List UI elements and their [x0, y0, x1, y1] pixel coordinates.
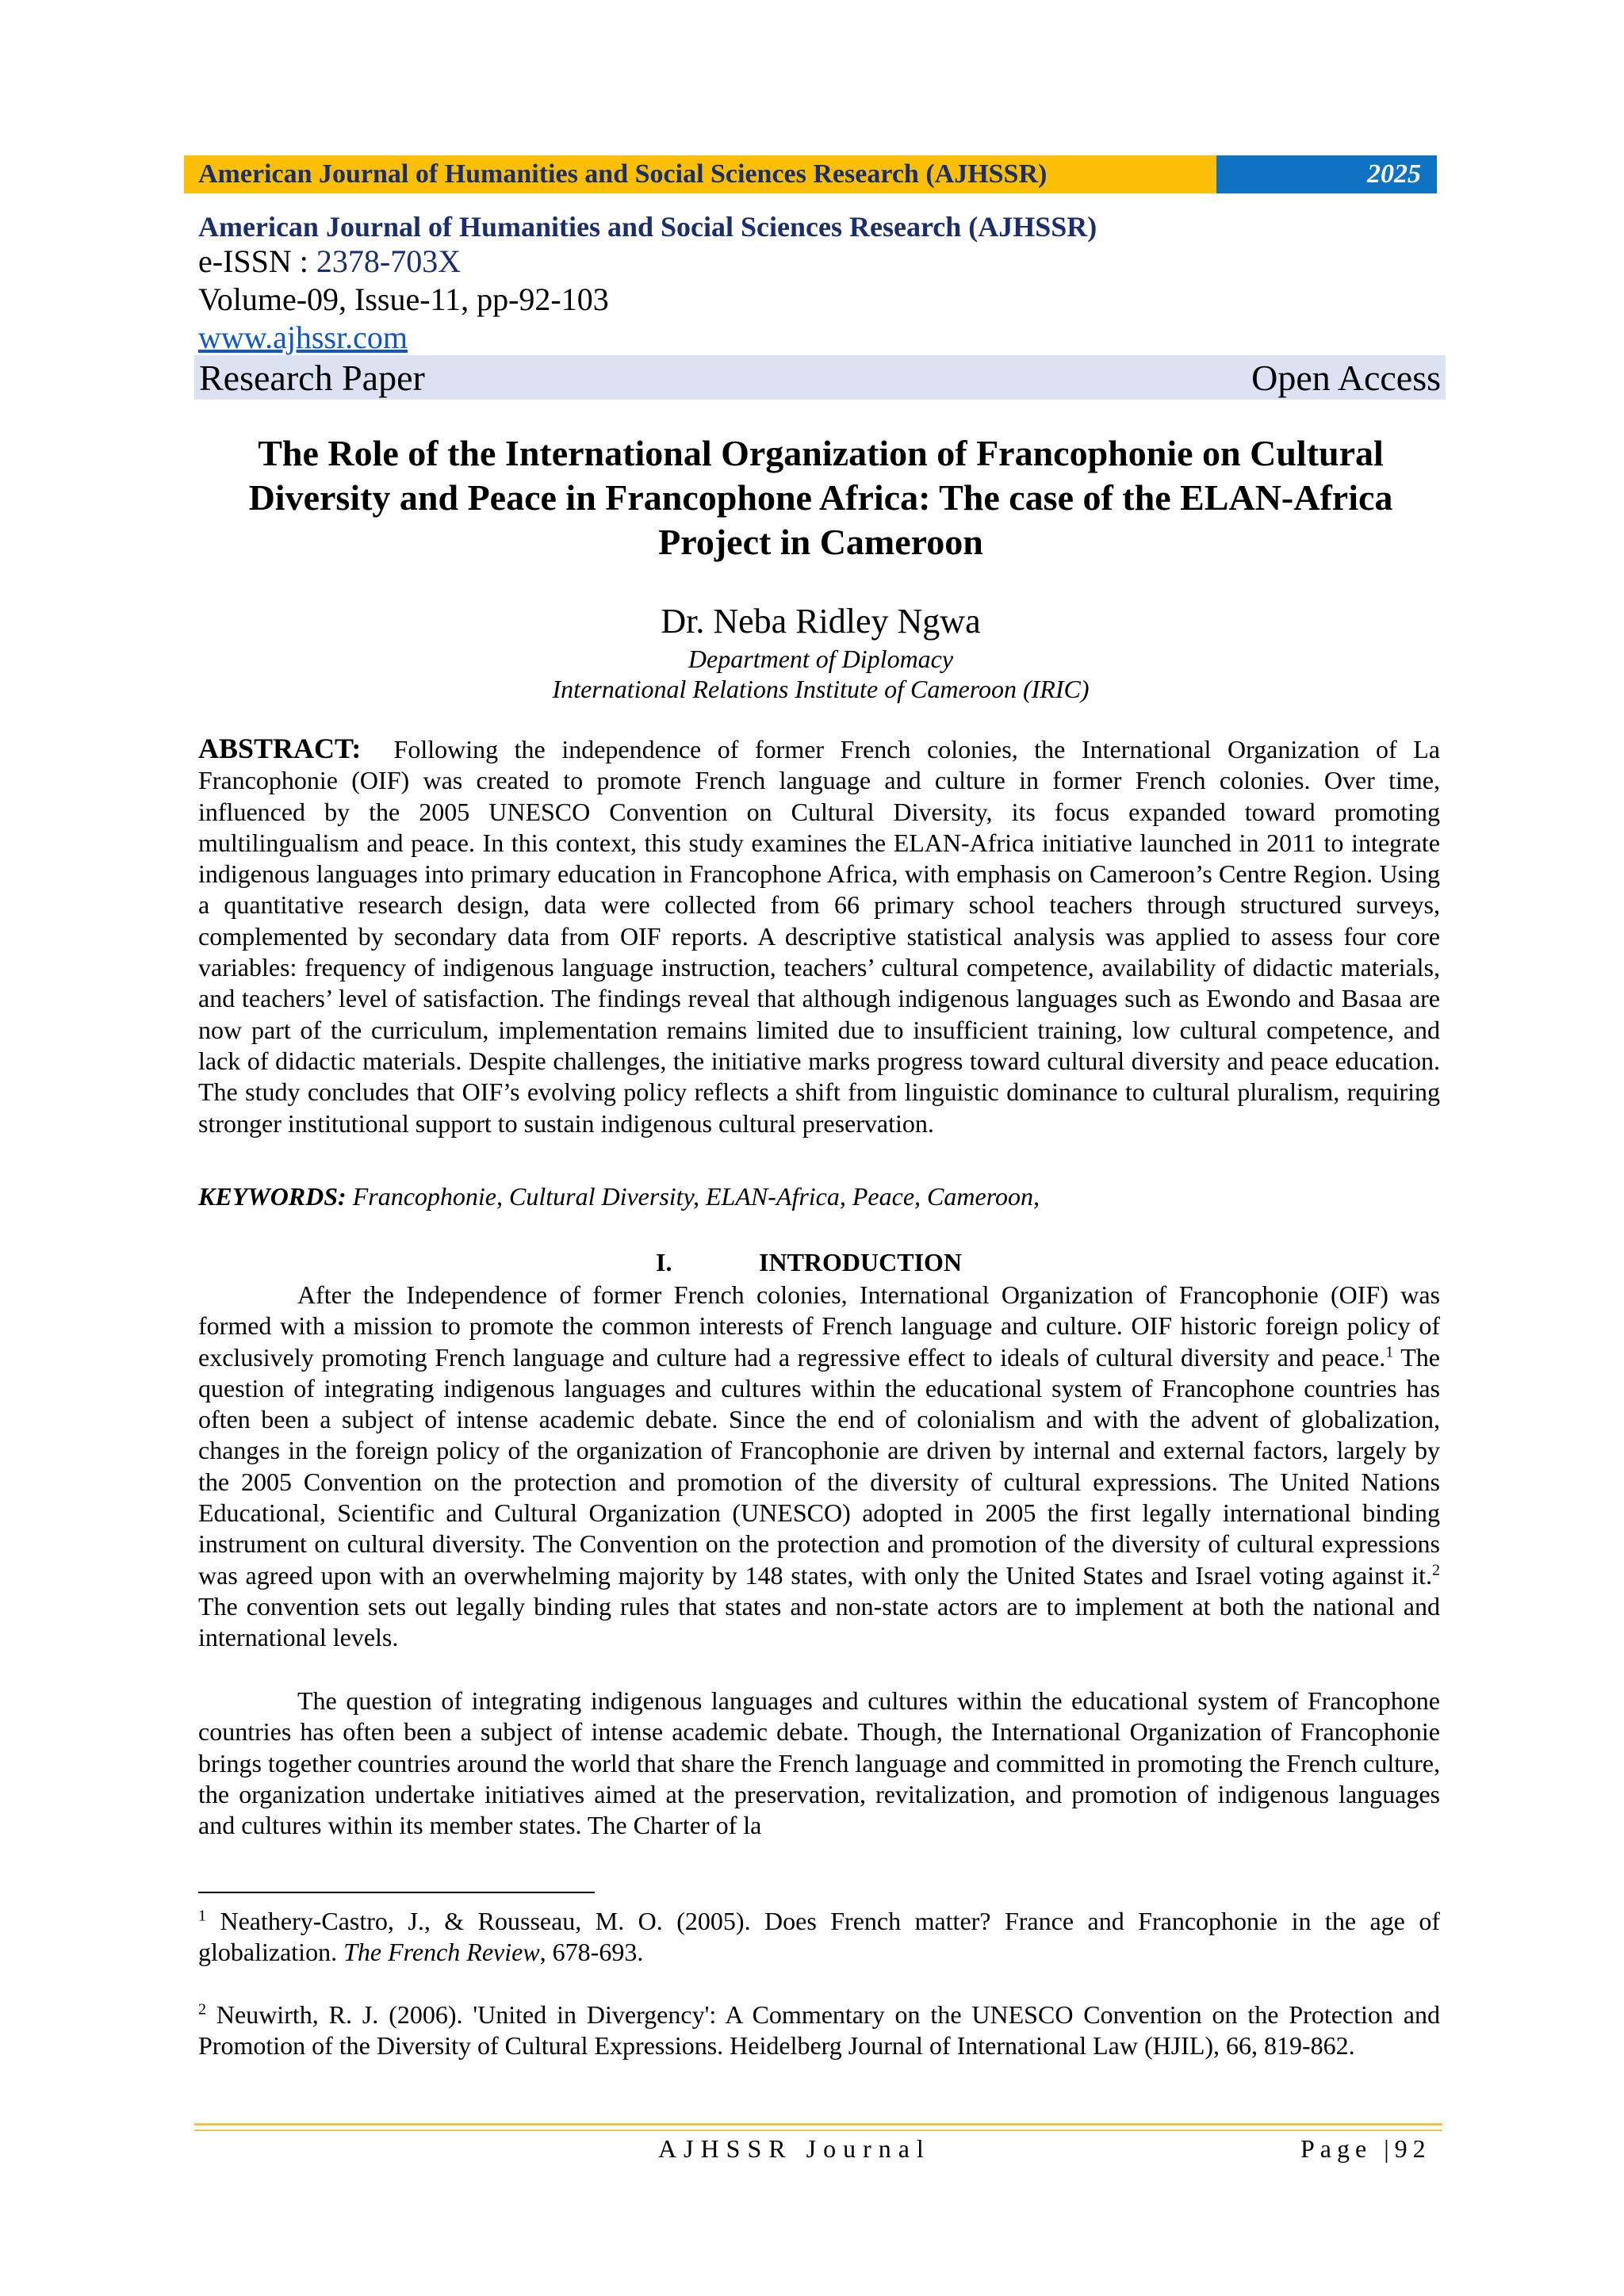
footnote-2-text: Neuwirth, R. J. (2006). 'United in Divergency': A Commentary on the UNESCO Convention on the Protection and Promotion of the Diversity of Cultural Expressions. Heidelberg Journal of International Law (HJIL), 66, 819-862.: [198, 2000, 1440, 2060]
abstract-text: Following the independence of former French colonies, the International Organization of La Francophonie (OIF) was created to promote French language and culture in former French colonies. Over time, influenced by the 2005 UNESCO Convention on Cultural Diversity, its focus expanded toward promoting multilingualism and peace. In this context, this study examines the ELAN-Africa initiative launched in 2011 to integrate indigenous languages into primary education in Francophone Africa, with emphasis on Cameroon’s Centre Region. Using a quantitative research design, data were collected from 66 primary school teachers through structured surveys, complemented by secondary data from OIF reports. A descriptive statistical analysis was applied to assess four core variables: frequency of indigenous language instruction, teachers’ cultural competence, availability of didactic materials, and teachers’ level of satisfaction. The findings reveal that although indigenous languages such as Ewondo and Basaa are now part of the curriculum, implementation remains limited due to insufficient training, low cultural competence, and lack of didactic materials. Despite challenges, the initiative marks progress toward cultural diversity and peace education. The study concludes that OIF’s evolving policy reflects a shift from linguistic dominance to cultural pluralism, requiring stronger institutional support to sustain indigenous cultural preservation.: [198, 735, 1441, 1138]
intro-p1-text-c: The convention sets out legally binding rules that states and non-state actors are to implement at both the national and international levels.: [198, 1591, 1440, 1652]
footer-journal-name: AJHSSR Journal: [658, 2134, 931, 2163]
abstract-label: ABSTRACT:: [198, 733, 362, 764]
access-type: Open Access: [1251, 357, 1441, 398]
footnote-1-journal: The French Review: [343, 1938, 540, 1966]
author-institution: International Relations Institute of Cameroon (IRIC): [552, 675, 1090, 703]
journal-header-left: [184, 155, 1216, 193]
footnote-ref-2[interactable]: 2: [1432, 1561, 1440, 1579]
section-heading-introduction: [198, 1248, 1440, 1280]
footnote-ref-1[interactable]: 1: [1385, 1342, 1394, 1360]
keywords: [198, 1181, 1440, 1212]
intro-paragraph-2: The question of integrating indigenous languages and cultures within the educational system of Francophone countries has often been a subject of intense academic debate. Though, the International Organization of Francophonie brings together countries around the world that share the French language and committed in promoting the French culture, the organization undertake initiatives aimed at the preservation, revitalization, and promotion of indigenous languages and cultures within its member states. The Charter of la: [198, 1686, 1440, 1840]
journal-header-bar: [184, 155, 1437, 193]
footnote-1-marker: 1: [198, 1907, 206, 1925]
footer-page-number: Page |92: [1300, 2134, 1431, 2163]
footnote-divider: [198, 1892, 595, 1893]
footnote-1: [198, 1906, 1440, 1968]
footnote-2: [198, 1999, 1440, 2061]
footer-divider: [194, 2123, 1442, 2131]
keywords-text: Francophonie, Cultural Diversity, ELAN-Africa, Peace, Cameroon,: [352, 1182, 1040, 1211]
intro-p1-text-a: After the Independence of former French colonies, International Organization of Francophonie (OIF) was formed with a mission to promote the common interests of French language and culture. OIF historic foreign policy of exclusively promoting French language and culture had a regressive effect to ideals of cultural diversity and peace.: [198, 1280, 1440, 1372]
author-department: Department of Diplomacy: [688, 645, 954, 673]
footnote-2-marker: 2: [198, 2000, 206, 2019]
journal-header-right: [1216, 155, 1437, 193]
masthead-journal-name: American Journal of Humanities and Social Sciences Research (AJHSSR): [198, 211, 1097, 243]
footnote-1-text-b: , 678-693.: [539, 1938, 644, 1966]
masthead-issn: [198, 243, 461, 281]
intro-p1-text-b: The question of integrating indigenous languages and cultures within the educational system of Francophone countries has often been a subject of intense academic debate. Since the end of colonialism and with the advent of globalization, changes in the foreign policy of the organization of Francophonie are driven by internal and external factors, largely by the 2005 Convention on the protection and promotion of the diversity of cultural expressions. The United Nations Educational, Scientific and Cultural Organization (UNESCO) adopted in 2005 the first legally international binding instrument on cultural diversity. The Convention on the protection and promotion of the diversity of cultural expressions was agreed upon with an overwhelming majority by 148 states, with only the United States and Israel voting against it.: [198, 1342, 1441, 1590]
section-number: I.: [656, 1248, 672, 1276]
issn-number: 2378-703X: [316, 243, 462, 279]
header-journal-name: American Journal of Humanities and Social Sciences Research (AJHSSR): [198, 159, 1048, 189]
article-type: Research Paper: [199, 357, 425, 398]
journal-website-link[interactable]: www.ajhssr.com: [198, 320, 408, 355]
header-year: 2025: [1367, 159, 1421, 189]
abstract: [198, 733, 1440, 1139]
masthead-volume: Volume-09, Issue-11, pp-92-103: [198, 281, 609, 317]
article-type-band: [194, 355, 1446, 400]
intro-paragraph-1: [198, 1280, 1440, 1654]
keywords-label: KEYWORDS:: [198, 1182, 347, 1211]
section-title: INTRODUCTION: [759, 1248, 963, 1276]
paper-title: The Role of the International Organization of Francophonie on Cultural Diversity and Peace in Francophone Africa: The case of the ELAN-Africa Project in Cameroon: [248, 433, 1393, 562]
author-name: Dr. Neba Ridley Ngwa: [661, 602, 981, 641]
footnote-1-text-a: Neathery-Castro, J., & Rousseau, M. O. (2005). Does French matter? France and Francophonie in the age of globalization.: [198, 1907, 1440, 1966]
issn-label: e-ISSN :: [198, 243, 316, 279]
